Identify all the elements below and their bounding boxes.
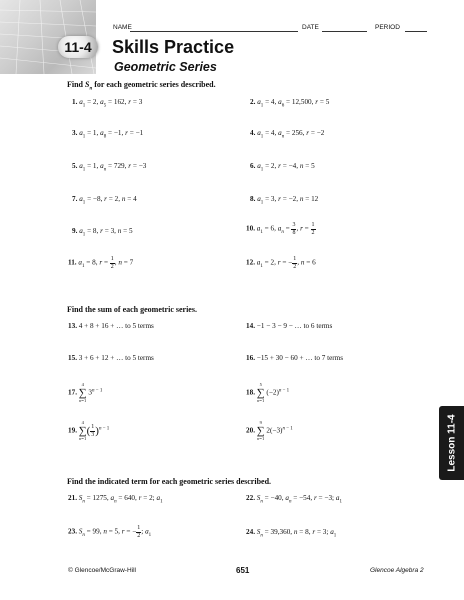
- date-label: DATE: [302, 24, 319, 31]
- lesson-number: 11-4: [64, 39, 92, 55]
- problem-13: 13. 4 + 8 + 16 + … to 5 terms: [68, 322, 154, 330]
- problem-24: 24. $S_n = 39,360$, n = 8, r = 3; $a_1$: [246, 528, 337, 539]
- problem-7: 7. $a_1 = -8$, r = 2, n = 4: [72, 195, 137, 206]
- problem-8: 8. $a_1 = 3$, r = −2, n = 12: [250, 195, 319, 206]
- problem-14: 14. −1 − 3 − 9 − … to 6 terms: [246, 322, 333, 330]
- section1-instruction: Find $S_n$ for each geometric series described.: [67, 80, 216, 92]
- lesson-side-tab-label: Lesson 11-4: [446, 414, 457, 472]
- problem-11: 11. $a_1 = 8$, r = $\frac{1}{2}$ , n = 7: [68, 256, 134, 270]
- problem-3: 3. $a_1 = 1$, $a_8 = -1$, r = −1: [72, 129, 144, 140]
- problem-10: 10. $a_1 = 6$, $a_n$ = $\frac{3}{8}$ , r = $\frac{1}{2}$: [246, 222, 315, 236]
- name-line[interactable]: [130, 31, 298, 32]
- page-title: Skills Practice: [112, 37, 235, 57]
- problem-22: 22. $S_n = -40$, $a_n = -54$, r = −3; $a_1$: [246, 494, 342, 505]
- problem-15: 15. 3 + 6 + 12 + … to 5 terms: [68, 354, 154, 362]
- problem-19: 19. 4 ∑ n=1 ( $\frac{1}{3}$ )$^{n - 1}$: [68, 420, 110, 441]
- problem-17: 17. 4 ∑ n=1 $3^{n - 1}$: [68, 382, 103, 403]
- problem-4: 4. $a_1 = 4$, $a_n = 256$, r = −2: [250, 129, 325, 140]
- period-label: PERIOD: [375, 24, 400, 31]
- section3-instruction: Find the indicated term for each geometric series described.: [67, 477, 272, 486]
- period-line[interactable]: [405, 31, 427, 32]
- name-label: NAME: [113, 24, 132, 31]
- page-number: 651: [236, 566, 250, 575]
- problem-1: 1. $a_1 = 2$, $a_5 = 162$, r = 3: [72, 98, 143, 109]
- problem-2: 2. $a_1 = 4$, $a_6 = 12,500$, r = 5: [250, 98, 330, 109]
- footer-book-title: Glencoe Algebra 2: [370, 567, 424, 574]
- footer-copyright: © Glencoe/McGraw-Hill: [68, 567, 136, 574]
- problem-12: 12. $a_1 = 2$, r = − $\frac{1}{2}$ , n = 6: [246, 256, 316, 270]
- problem-18: 18. 5 ∑ n=1 $(-2)^{n - 1}$: [246, 382, 290, 403]
- date-line[interactable]: [322, 31, 367, 32]
- problem-5: 5. $a_1 = 1$, $a_n = 729$, r = −3: [72, 162, 147, 173]
- problem-9: 9. $a_1 = 8$, r = 3, n = 5: [72, 227, 133, 238]
- problem-21: 21. $S_n = 1275$, $a_n = 640$, r = 2; $a_1$: [68, 494, 163, 505]
- problem-20: 20. 9 ∑ n=1 $2(-3)^{n - 1}$: [246, 420, 293, 441]
- problem-6: 6. $a_1 = 2$, r = −4, n = 5: [250, 162, 315, 173]
- problem-23: 23. $S_n = 99$, n = 5, r = − $\frac{1}{2}$ ; $a_1$: [68, 525, 152, 539]
- section2-instruction: Find the sum of each geometric series.: [67, 305, 197, 314]
- problem-16: 16. −15 + 30 − 60 + … to 7 terms: [246, 354, 344, 362]
- page-subtitle: Geometric Series: [114, 60, 217, 74]
